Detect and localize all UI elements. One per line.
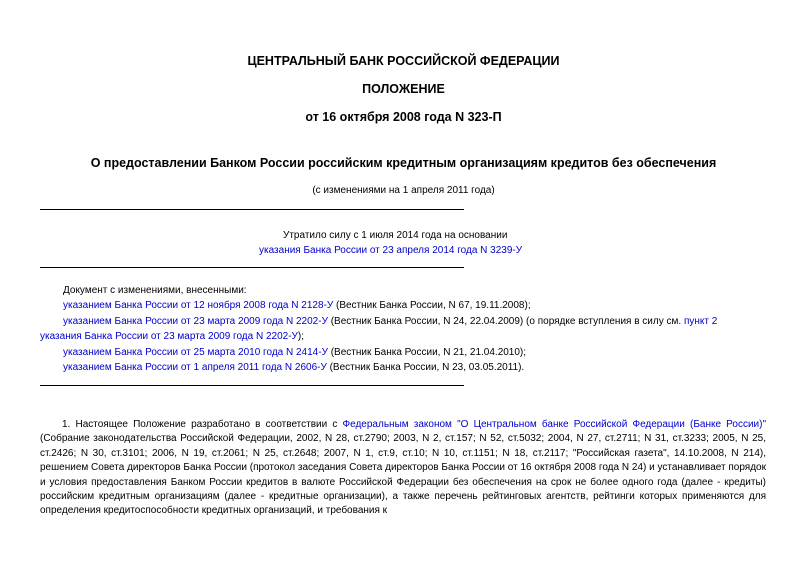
- divider: [40, 267, 464, 268]
- amendment-source: (Вестник Банка России, N 24, 22.04.2009) (о порядке вступления в силу см.: [327, 316, 684, 327]
- amendment-link[interactable]: указанием Банка России от 25 марта 2010 года N 2414-У: [63, 347, 328, 358]
- amendment-link[interactable]: указанием Банка России от 1 апреля 2011 года N 2606-У: [63, 362, 327, 373]
- status-link[interactable]: указания Банка России от 23 апреля 2014 года N 3239-У: [259, 245, 523, 256]
- amendment-item: [63, 300, 531, 311]
- document-date-number: от 16 октября 2008 года N 323-П: [305, 110, 502, 124]
- amendment-link[interactable]: указанием Банка России от 12 ноября 2008 года N 2128-У: [63, 300, 334, 311]
- amendment-note: (с изменениями на 1 апреля 2011 года): [312, 185, 495, 196]
- divider: [40, 209, 464, 210]
- amendment-item: [63, 347, 526, 358]
- amendments-intro: Документ с изменениями, внесенными:: [63, 285, 247, 296]
- paragraph-text: 1. Настоящее Положение разработано в соответствии с: [62, 419, 343, 430]
- amendment-source: (Вестник Банка России, N 67, 19.11.2008);: [333, 300, 531, 311]
- status-text: Утратило силу с 1 июля 2014 года на основании: [283, 230, 508, 241]
- amendment-source: );: [297, 331, 305, 342]
- amendment-item: [63, 316, 717, 327]
- amendment-item: [63, 362, 524, 373]
- body-paragraph: [40, 418, 766, 519]
- amendment-clause-link[interactable]: пункт 2: [683, 316, 718, 327]
- federal-law-link[interactable]: Федеральным законом "О Центральном банке Российской Федерации (Банке России)": [342, 419, 767, 430]
- paragraph-text: (Собрание законодательства Российской Федерации, 2002, N 28, ст.2790; 2003, N 2, ст.157; N 52, ст.5032; 2004, N 27, ст.2711; N 31, ст.3233; 2005, N 25, ст.2426; N 30, ст.3101; 2006, N 19, ст.2061; N 25, ст.2648; 2007, N 1, ст.9, ст.10; N 10, ст.1151; N 18, ст.2117; "Российская газета", 14.10.2008, N 214), решением Совета директоров Банка России (протокол заседания Совета директоров Банка России от 16 октября 2008 года N 24) и устанавливает порядок и условия предоставления Банком России кредитов в валюте Российской Федерации без обеспечения на срок не более одного года (далее - кредиты) российским кредитным организациям (далее - кредитные организации), а также перечень рейтинговых агентств, рейтинги которых применяются для определения кредитоспособности кредитных организаций, и требования к: [40, 433, 766, 517]
- amendment-link[interactable]: указания Банка России от 23 марта 2009 года N 2202-У: [40, 331, 298, 342]
- amendment-source: (Вестник Банка России, N 21, 21.04.2010);: [327, 347, 527, 358]
- amendment-link[interactable]: указанием Банка России от 23 марта 2009 года N 2202-У: [63, 316, 328, 327]
- issuer-heading: ЦЕНТРАЛЬНЫЙ БАНК РОССИЙСКОЙ ФЕДЕРАЦИИ: [247, 54, 560, 68]
- amendment-source: (Вестник Банка России, N 23, 03.05.2011).: [326, 362, 525, 373]
- document-title: О предоставлении Банком России российским кредитным организациям кредитов без обеспечения: [90, 156, 717, 170]
- document-type: ПОЛОЖЕНИЕ: [362, 82, 445, 96]
- amendment-item-continued: [40, 331, 304, 342]
- divider: [40, 385, 464, 386]
